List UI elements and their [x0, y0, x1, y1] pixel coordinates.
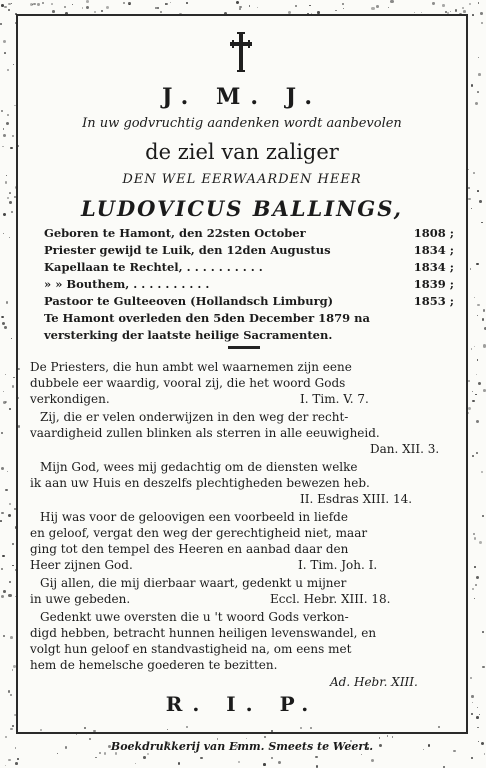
speck: [95, 757, 97, 759]
speck: [5, 401, 7, 403]
speck: [6, 122, 9, 125]
speck: [57, 753, 58, 754]
speck: [471, 208, 473, 210]
speck: [478, 382, 481, 385]
speck: [468, 380, 470, 382]
speck: [471, 348, 472, 349]
speck: [8, 594, 11, 597]
life-line: [44, 243, 454, 257]
speck: [5, 765, 6, 766]
verse-ref: I. Tim. Joh. I.: [298, 558, 378, 572]
speck: [101, 10, 103, 12]
speck: [2, 322, 5, 325]
speck: [17, 758, 18, 759]
speck: [0, 23, 2, 25]
deceased-name: LUDOVICUS BALLINGS,: [81, 196, 403, 221]
life-line: [44, 277, 454, 291]
verse-line: verkondigen.: [30, 392, 110, 406]
speck: [478, 73, 481, 76]
speck: [463, 10, 466, 13]
speck: [1, 512, 4, 515]
speck: [13, 64, 14, 65]
speck: [442, 4, 444, 6]
verse-line: vaardigheid zullen blinken als sterren in alle eeuwigheid.: [30, 426, 380, 440]
speck: [135, 763, 136, 764]
speck: [9, 237, 11, 239]
speck: [472, 391, 473, 392]
speck: [51, 3, 53, 5]
speck: [462, 7, 464, 9]
speck: [476, 420, 479, 423]
speck: [471, 713, 473, 715]
life-text: Geboren te Hamont, den 22sten October: [44, 226, 306, 240]
speck: [10, 728, 12, 730]
speck: [478, 741, 479, 742]
speck: [475, 102, 478, 105]
speck: [147, 753, 150, 756]
verse-line: dubbele eer waardig, vooral zij, die het woord Gods: [30, 376, 346, 390]
verse-line: Heer zijnen God.: [30, 558, 133, 572]
speck: [4, 52, 6, 54]
speck: [477, 359, 478, 360]
speck: [1, 595, 4, 598]
speck: [72, 4, 73, 5]
speck: [379, 737, 381, 739]
speck: [3, 128, 5, 130]
speck: [482, 631, 484, 633]
life-year: 1808 ;: [413, 226, 454, 240]
verse-line: Mijn God, wees mij gedachtig om de diensten welke: [40, 460, 358, 474]
speck: [2, 146, 4, 148]
speck: [477, 190, 479, 192]
speck: [470, 268, 471, 269]
speck: [42, 2, 44, 4]
speck: [361, 754, 362, 755]
speck: [1, 110, 2, 111]
speck: [392, 736, 393, 737]
intro-line: In uw godvruchtig aandenken wordt aanbevolen: [82, 116, 402, 131]
speck: [3, 213, 6, 216]
speck: [9, 192, 11, 194]
speck: [3, 391, 4, 392]
verse-line: in uwe gebeden.: [30, 592, 131, 606]
speck: [160, 11, 162, 13]
speck: [390, 0, 393, 3]
verse-ref: Eccl. Hebr. XIII. 18.: [270, 592, 391, 606]
life-text: Pastoor te Gulteeoven (Hollandsch Limburg): [44, 294, 334, 308]
jmj-heading: J. M. J.: [161, 84, 323, 110]
speck: [478, 57, 479, 58]
printer-credit: Boekdrukkerij van Emm. Smeets te Weert.: [110, 740, 374, 753]
speck: [477, 707, 478, 708]
life-text: Te Hamont overleden den 5den December 1879 na: [44, 311, 370, 325]
speck: [5, 181, 8, 184]
speck: [8, 690, 10, 692]
speck: [472, 455, 474, 457]
speck: [12, 725, 14, 727]
speck: [376, 5, 379, 8]
speck: [3, 40, 6, 43]
speck: [479, 714, 480, 715]
title-line: DEN WEL EERWAARDEN HEER: [122, 172, 362, 187]
speck: [7, 197, 9, 199]
life-year: 1839 ;: [413, 277, 454, 291]
verse-ref: II. Esdras XIII. 14.: [300, 492, 413, 506]
speck: [481, 222, 482, 223]
life-text: » » Bouthem, . . . . . . . . . .: [44, 277, 210, 291]
life-line: [44, 294, 454, 308]
life-year: 1834 ;: [413, 260, 454, 274]
speck: [479, 541, 482, 544]
speck: [12, 135, 13, 136]
speck: [264, 736, 266, 738]
speck: [10, 636, 13, 639]
speck: [9, 201, 12, 204]
speck: [473, 533, 475, 535]
speck: [15, 762, 18, 765]
speck: [178, 762, 180, 764]
verse-line: volgt hun geloof en standvastigheid na, om eens met: [30, 642, 352, 656]
speck: [295, 5, 297, 7]
speck: [476, 452, 478, 454]
soul-line: de ziel van zaliger: [145, 140, 339, 164]
life-line: [44, 311, 454, 325]
verse-line: ging tot den tempel des Heeren en aanbad daar den: [30, 542, 349, 556]
verse-line: Hij was voor de geloovigen een voorbeeld in liefde: [40, 510, 348, 524]
speck: [475, 584, 477, 586]
speck: [455, 9, 458, 12]
speck: [263, 763, 266, 766]
speck: [12, 543, 15, 546]
speck: [468, 187, 470, 189]
speck: [170, 2, 171, 3]
speck: [469, 3, 471, 5]
speck: [468, 407, 471, 410]
speck: [480, 12, 483, 15]
speck: [11, 3, 13, 5]
speck: [3, 635, 5, 637]
speck: [481, 742, 484, 745]
speck: [5, 374, 6, 375]
speck: [37, 3, 39, 5]
speck: [86, 0, 89, 3]
verse-line: en geloof, vergat den weg der gerechtigheid niet, maar: [30, 526, 368, 540]
speck: [11, 211, 13, 213]
speck: [476, 576, 479, 579]
speck: [450, 11, 451, 12]
speck: [388, 7, 389, 8]
speck: [2, 555, 4, 557]
speck: [1, 467, 4, 470]
speck: [2, 316, 4, 318]
speck: [200, 757, 203, 760]
speck: [421, 12, 422, 13]
speck: [8, 759, 10, 761]
speck: [86, 6, 89, 9]
speck: [257, 7, 258, 8]
speck: [476, 716, 479, 719]
speck: [371, 7, 374, 10]
speck: [7, 114, 9, 116]
speck: [414, 12, 415, 13]
speck: [8, 9, 10, 11]
speck: [483, 309, 486, 312]
speck: [11, 338, 12, 339]
speck: [0, 520, 2, 522]
speck: [484, 753, 486, 755]
speck: [309, 5, 310, 6]
speck: [474, 297, 475, 298]
life-year: 1834 ;: [413, 243, 454, 257]
speck: [143, 756, 146, 759]
verse-line: Gij allen, die mij dierbaar waart, gedenkt u mijner: [40, 576, 347, 590]
speck: [472, 14, 474, 16]
speck: [471, 84, 474, 87]
speck: [472, 588, 474, 590]
speck: [106, 6, 109, 9]
speck: [30, 3, 33, 6]
speck: [468, 198, 471, 201]
speck: [4, 6, 6, 8]
speck: [10, 147, 13, 150]
life-line: [44, 226, 454, 240]
life-year: 1853 ;: [413, 294, 454, 308]
life-line: [44, 260, 454, 274]
speck: [482, 318, 484, 320]
speck: [155, 7, 157, 9]
speck: [482, 515, 484, 517]
speck: [335, 10, 336, 11]
speck: [475, 394, 476, 395]
speck: [342, 3, 343, 4]
speck: [474, 537, 477, 540]
cross-icon: [228, 30, 254, 74]
speck: [471, 757, 473, 759]
speck: [479, 200, 482, 203]
speck: [5, 736, 7, 738]
speck: [1, 568, 3, 570]
speck: [481, 471, 483, 473]
speck: [474, 346, 476, 348]
speck: [271, 757, 273, 759]
speck: [123, 2, 125, 4]
speck: [239, 6, 241, 8]
speck: [186, 2, 188, 4]
speck: [52, 10, 55, 13]
speck: [4, 326, 7, 329]
verse-line: ik aan uw Huis en deszelfs plechtigheden bewezen heb.: [30, 476, 370, 490]
speck: [477, 727, 478, 728]
speck: [33, 3, 36, 6]
speck: [7, 471, 8, 472]
speck: [472, 400, 474, 402]
verse-ref: I. Tim. V. 7.: [300, 392, 369, 406]
speck: [12, 385, 14, 387]
life-text: Kapellaan te Rechtel, . . . . . . . . . .: [44, 260, 263, 274]
verse-line: Gedenkt uwe oversten die u 't woord Gods verkon-: [40, 610, 349, 624]
speck: [468, 169, 469, 170]
speck: [473, 172, 475, 174]
speck: [12, 565, 14, 567]
speck: [13, 377, 15, 379]
speck: [9, 408, 11, 410]
verse-line: De Priesters, die hun ambt wel waarnemen zijn eene: [30, 360, 352, 374]
speck: [315, 756, 317, 758]
speck: [445, 11, 447, 13]
speck: [476, 374, 478, 376]
speck: [8, 514, 11, 517]
life-line: [44, 328, 454, 342]
speck: [236, 1, 239, 4]
speck: [157, 7, 159, 9]
speck: [476, 263, 479, 266]
speck: [3, 233, 4, 234]
speck: [3, 134, 6, 137]
life-text: Priester gewijd te Luik, den 12den Augustus: [44, 243, 331, 257]
speck: [64, 6, 66, 8]
speck: [10, 694, 12, 696]
speck: [474, 598, 475, 599]
speck: [474, 566, 476, 568]
speck: [387, 735, 389, 737]
verse-line: Zij, die er velen onderwijzen in den weg der recht-: [40, 410, 349, 424]
speck: [167, 3, 168, 4]
speck: [477, 315, 479, 317]
speck: [94, 11, 96, 13]
verse-ref: Dan. XII. 3.: [370, 442, 440, 456]
speck: [432, 2, 434, 4]
speck: [6, 301, 8, 303]
speck: [371, 759, 374, 762]
speck: [482, 666, 484, 668]
life-text: versterking der laatste heilige Sacramenten.: [44, 328, 333, 342]
speck: [343, 8, 344, 9]
verse-line: digd hebben, betracht hunnen heiligen levenswandel, en: [30, 626, 377, 640]
divider: [228, 346, 260, 349]
speck: [82, 7, 84, 9]
speck: [9, 581, 11, 583]
speck: [12, 669, 13, 670]
speck: [471, 695, 473, 697]
speck: [3, 590, 6, 593]
speck: [472, 702, 473, 703]
speck: [238, 761, 240, 763]
rip-heading: R. I. P.: [165, 692, 319, 716]
speck: [7, 69, 9, 71]
speck: [1, 432, 4, 435]
speck: [477, 91, 479, 93]
speck: [9, 503, 11, 505]
verse-ref: Ad. Hebr. XIII.: [330, 675, 418, 689]
speck: [481, 22, 483, 24]
speck: [316, 765, 318, 767]
verse-line: hem de hemelsche goederen te bezitten.: [30, 658, 278, 672]
speck: [6, 175, 7, 176]
speck: [249, 5, 250, 6]
speck: [477, 304, 480, 307]
speck: [5, 489, 7, 491]
speck: [478, 2, 479, 3]
speck: [278, 761, 281, 764]
speck: [165, 3, 167, 5]
speck: [470, 677, 472, 679]
